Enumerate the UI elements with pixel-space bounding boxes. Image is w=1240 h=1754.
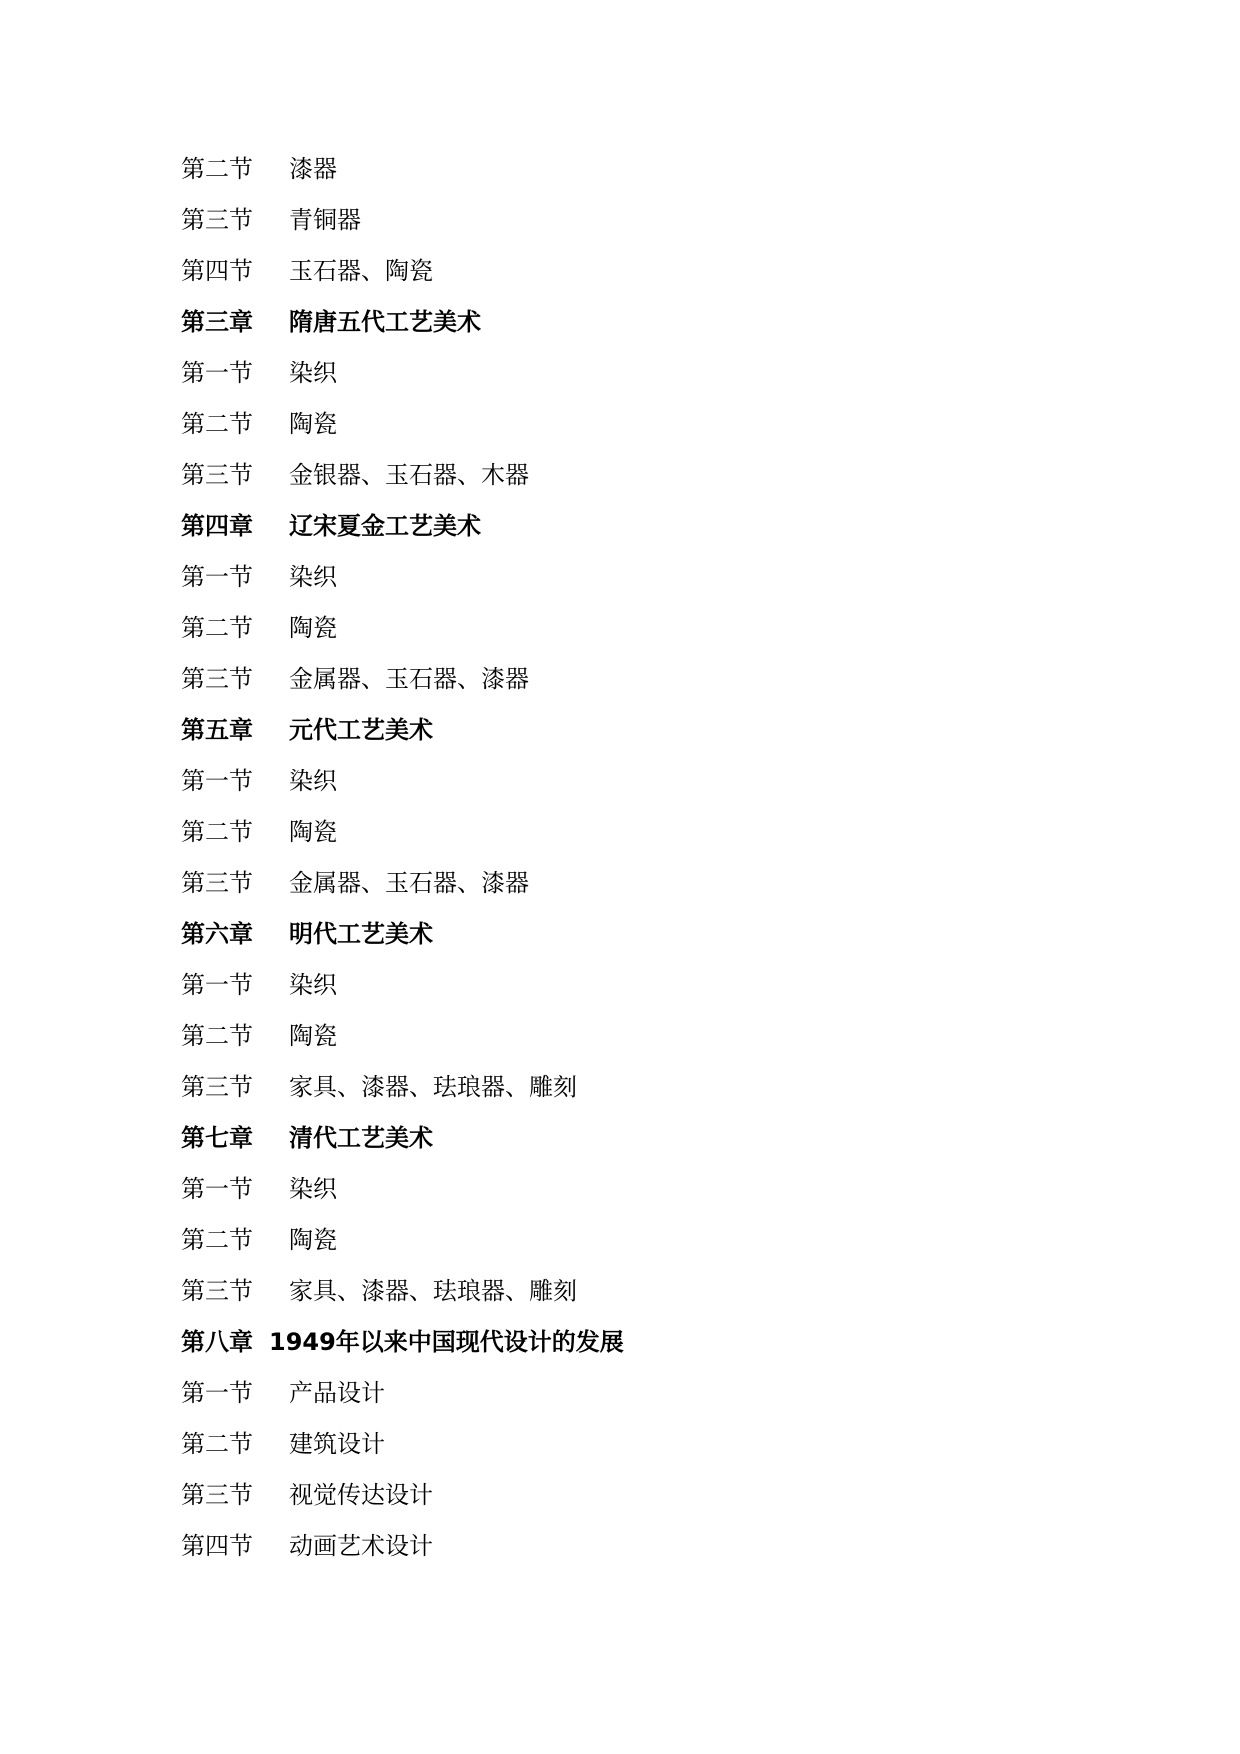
chapter-title: 元代工艺美术 [289,715,433,744]
chapter-heading [181,1112,1081,1163]
section-number: 第二节 [181,409,253,438]
section-title: 染织 [289,1174,337,1203]
section-entry [181,1061,1081,1112]
section-title: 陶瓷 [289,817,337,846]
section-number: 第二节 [181,817,253,846]
chapter-heading [181,500,1081,551]
section-title: 染织 [289,970,337,999]
section-title: 建筑设计 [289,1429,385,1458]
chapter-number: 第四章 [181,511,253,540]
section-title: 陶瓷 [289,409,337,438]
section-number: 第二节 [181,154,253,183]
chapter-number: 第八章 [181,1327,253,1356]
section-title: 金银器、玉石器、木器 [289,460,529,489]
section-number: 第四节 [181,256,253,285]
section-entry [181,1469,1081,1520]
chapter-title: 1949年以来中国现代设计的发展 [269,1327,624,1356]
table-of-contents [181,143,1081,1571]
section-number: 第三节 [181,205,253,234]
section-number: 第一节 [181,1174,253,1203]
section-entry [181,1163,1081,1214]
section-title: 家具、漆器、珐琅器、雕刻 [289,1276,577,1305]
chapter-heading [181,908,1081,959]
section-entry [181,959,1081,1010]
section-number: 第三节 [181,664,253,693]
chapter-number: 第五章 [181,715,253,744]
section-entry [181,602,1081,653]
section-number: 第一节 [181,562,253,591]
chapter-title: 隋唐五代工艺美术 [289,307,481,336]
section-entry [181,1367,1081,1418]
section-entry [181,806,1081,857]
section-title: 家具、漆器、珐琅器、雕刻 [289,1072,577,1101]
section-number: 第二节 [181,1225,253,1254]
chapter-title: 明代工艺美术 [289,919,433,948]
section-entry [181,1265,1081,1316]
section-number: 第一节 [181,358,253,387]
section-entry [181,194,1081,245]
chapter-title: 清代工艺美术 [289,1123,433,1152]
section-number: 第三节 [181,1276,253,1305]
chapter-title: 辽宋夏金工艺美术 [289,511,481,540]
section-number: 第三节 [181,1480,253,1509]
section-number: 第四节 [181,1531,253,1560]
section-entry [181,1214,1081,1265]
section-title: 青铜器 [289,205,361,234]
section-title: 金属器、玉石器、漆器 [289,868,529,897]
chapter-number: 第三章 [181,307,253,336]
chapter-heading [181,704,1081,755]
section-title: 视觉传达设计 [289,1480,433,1509]
section-title: 陶瓷 [289,613,337,642]
section-title: 陶瓷 [289,1225,337,1254]
section-title: 产品设计 [289,1378,385,1407]
section-number: 第三节 [181,460,253,489]
section-entry [181,449,1081,500]
section-entry [181,347,1081,398]
chapter-heading [181,296,1081,347]
section-title: 陶瓷 [289,1021,337,1050]
section-entry [181,1010,1081,1061]
section-title: 染织 [289,562,337,591]
section-entry [181,755,1081,806]
section-title: 染织 [289,766,337,795]
chapter-heading [181,1316,1081,1367]
section-number: 第一节 [181,1378,253,1407]
section-number: 第二节 [181,1429,253,1458]
section-entry [181,143,1081,194]
section-entry [181,245,1081,296]
section-title: 玉石器、陶瓷 [289,256,433,285]
section-number: 第二节 [181,1021,253,1050]
chapter-number: 第七章 [181,1123,253,1152]
section-title: 漆器 [289,154,337,183]
section-entry [181,653,1081,704]
section-number: 第三节 [181,868,253,897]
section-entry [181,398,1081,449]
section-entry [181,857,1081,908]
section-entry [181,551,1081,602]
section-entry [181,1520,1081,1571]
section-number: 第一节 [181,970,253,999]
section-title: 动画艺术设计 [289,1531,433,1560]
section-title: 金属器、玉石器、漆器 [289,664,529,693]
section-title: 染织 [289,358,337,387]
section-number: 第二节 [181,613,253,642]
section-number: 第一节 [181,766,253,795]
chapter-number: 第六章 [181,919,253,948]
section-entry [181,1418,1081,1469]
section-number: 第三节 [181,1072,253,1101]
